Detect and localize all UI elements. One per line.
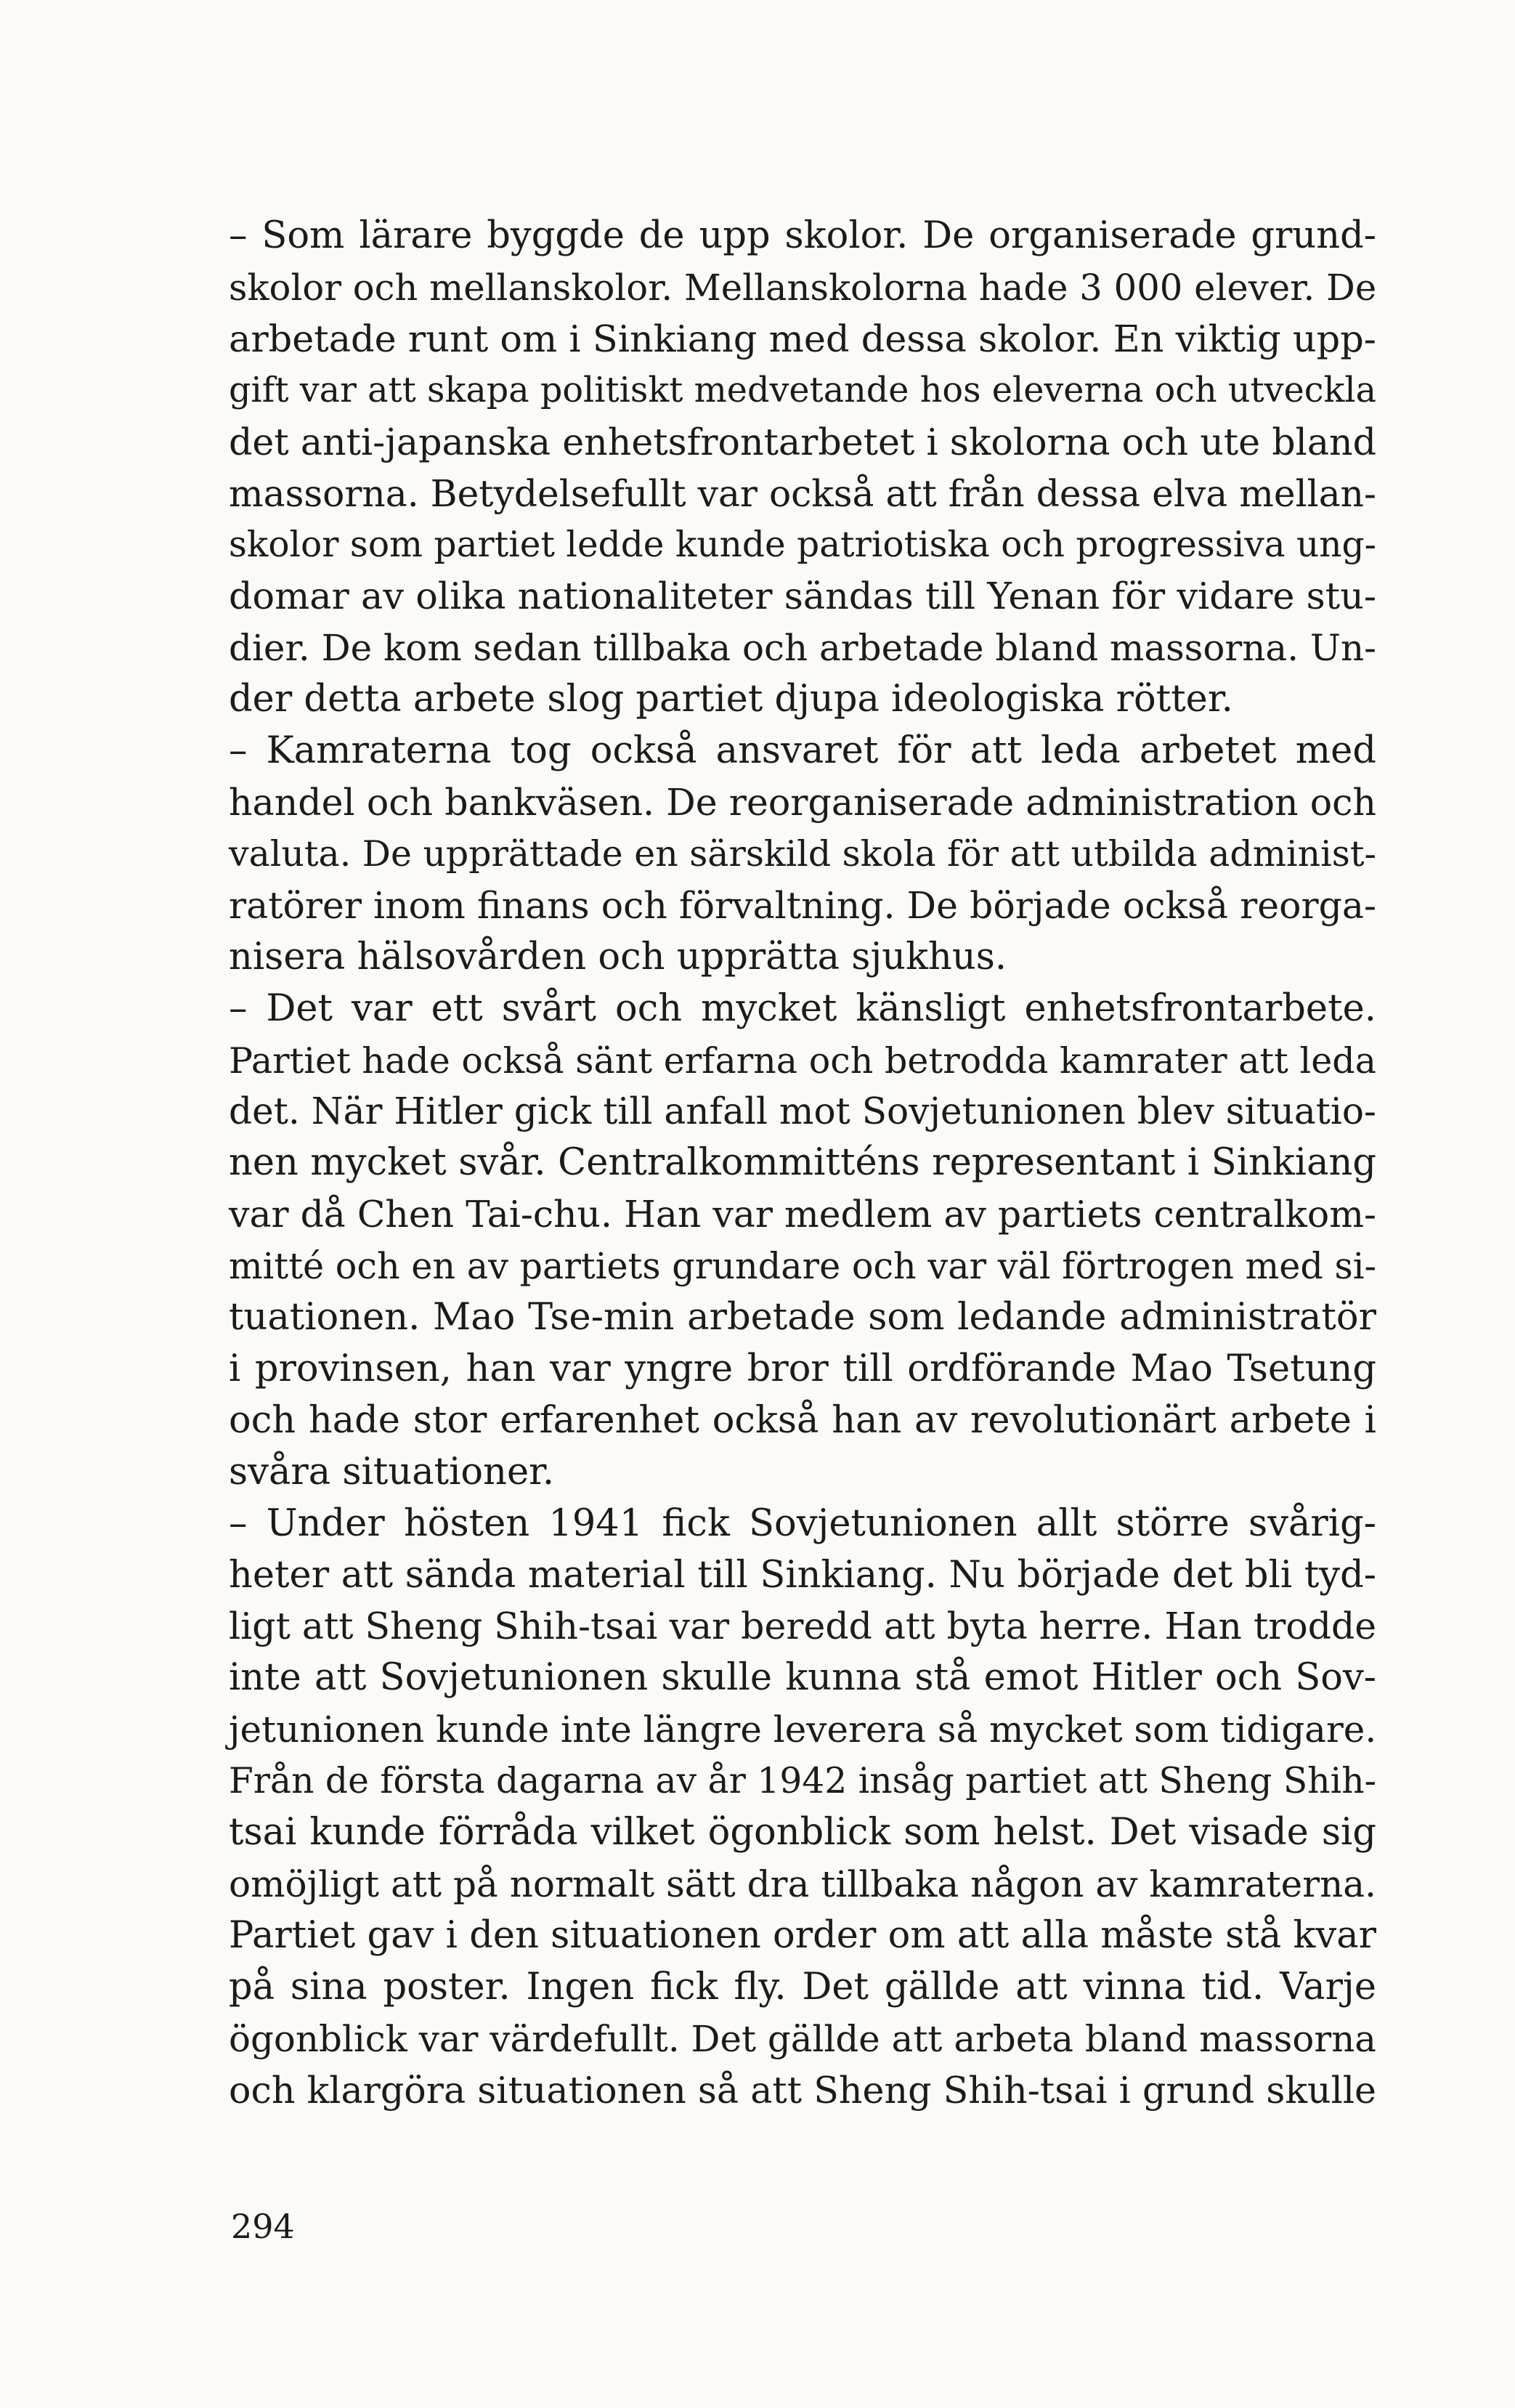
text-line: och klargöra situationen så att Sheng Shih-tsai i grund skulle [229,2068,1376,2112]
text-line: gift var att skapa politiskt medvetande hos eleverna och utveckla [229,370,1376,410]
text-line: nisera hälsovården och upprätta sjukhus. [229,935,1007,978]
paragraph-4 [229,1499,1376,2117]
text-line: och hade stor erfarenhet också han av revolutionärt arbete i [229,1398,1376,1442]
text-line: mitté och en av partiets grundare och var väl förtrogen med si- [229,1245,1377,1288]
text-line: det anti-japanska enhetsfrontarbetet i skolorna och ute bland [229,420,1376,463]
text-line: handel och bankväsen. De reorganiserade administration och [229,780,1376,824]
text-line: var då Chen Tai-chu. Han var medlem av partiets centralkom- [229,1193,1376,1236]
text-line: Från de första dagarna av år 1942 insåg partiet att Sheng Shih- [229,1761,1377,1802]
paragraph-3 [229,984,1376,1499]
text-line: dier. De kom sedan tillbaka och arbetade bland massorna. Un- [229,627,1377,670]
text-line: i provinsen, han var yngre bror till ordförande Mao Tsetung [229,1347,1376,1390]
text-line: domar av olika nationaliteter sändas till Yenan för vidare stu- [229,575,1376,618]
text-line: ögonblick var värdefullt. Det gällde att arbeta bland massorna [229,2017,1376,2060]
paragraph-2 [229,726,1376,984]
text-line: skolor som partiet ledde kunde patriotiska och progressiva ung- [229,524,1376,566]
text-line: skolor och mellanskolor. Mellanskolorna hade 3 000 elever. De [229,266,1377,309]
text-line: det. När Hitler gick till anfall mot Sovjetunionen blev situatio- [229,1090,1376,1133]
text-line: ligt att Sheng Shih-tsai var beredd att byta herre. Han trodde [229,1605,1377,1648]
text-line: arbetade runt om i Sinkiang med dessa skolor. En viktig upp- [229,317,1376,360]
text-line: svåra situationer. [229,1450,555,1493]
text-line: tuationen. Mao Tse-min arbetade som ledande administratör [229,1296,1376,1339]
text-line: ratörer inom finans och förvaltning. De började också reorga- [229,883,1376,927]
text-line: på sina poster. Ingen fick fly. Det gällde att vinna tid. Varje [229,1965,1376,2008]
page-number: 294 [231,2207,295,2246]
text-line: – Det var ett svårt och mycket känsligt enhetsfrontarbete. [229,986,1376,1030]
text-line: massorna. Betydelsefullt var också att från dessa elva mellan- [229,471,1376,515]
text-line: heter att sända material till Sinkiang. Nu började det bli tyd- [229,1553,1376,1597]
text-line: der detta arbete slog partiet djupa ideologiska rötter. [229,678,1233,721]
text-line: jetunionen kunde inte längre leverera så mycket som tidigare. [229,1708,1377,1751]
text-line: omöjligt att på normalt sätt dra tillbaka någon av kamraterna. [229,1863,1376,1905]
text-line: Partiet gav i den situationen order om att alla måste stå kvar [229,1913,1376,1957]
text-line: tsai kunde förråda vilket ögonblick som helst. Det visade sig [229,1811,1376,1854]
text-line: – Under hösten 1941 fick Sovjetunionen allt större svårig- [229,1501,1376,1545]
body-text [229,211,1376,2117]
text-line: Partiet hade också sänt erfarna och betrodda kamrater att leda [229,1039,1376,1082]
text-line: inte att Sovjetunionen skulle kunna stå emot Hitler och Sov- [229,1656,1376,1700]
text-line: valuta. De upprättade en särskild skola för att utbilda administ- [229,832,1377,875]
text-line: nen mycket svår. Centralkommitténs representant i Sinkiang [229,1141,1376,1185]
paragraph-1 [229,211,1376,726]
text-line: – Kamraterna tog också ansvaret för att leda arbetet med [229,729,1376,773]
text-line: – Som lärare byggde de upp skolor. De organiserade grund- [229,214,1376,257]
